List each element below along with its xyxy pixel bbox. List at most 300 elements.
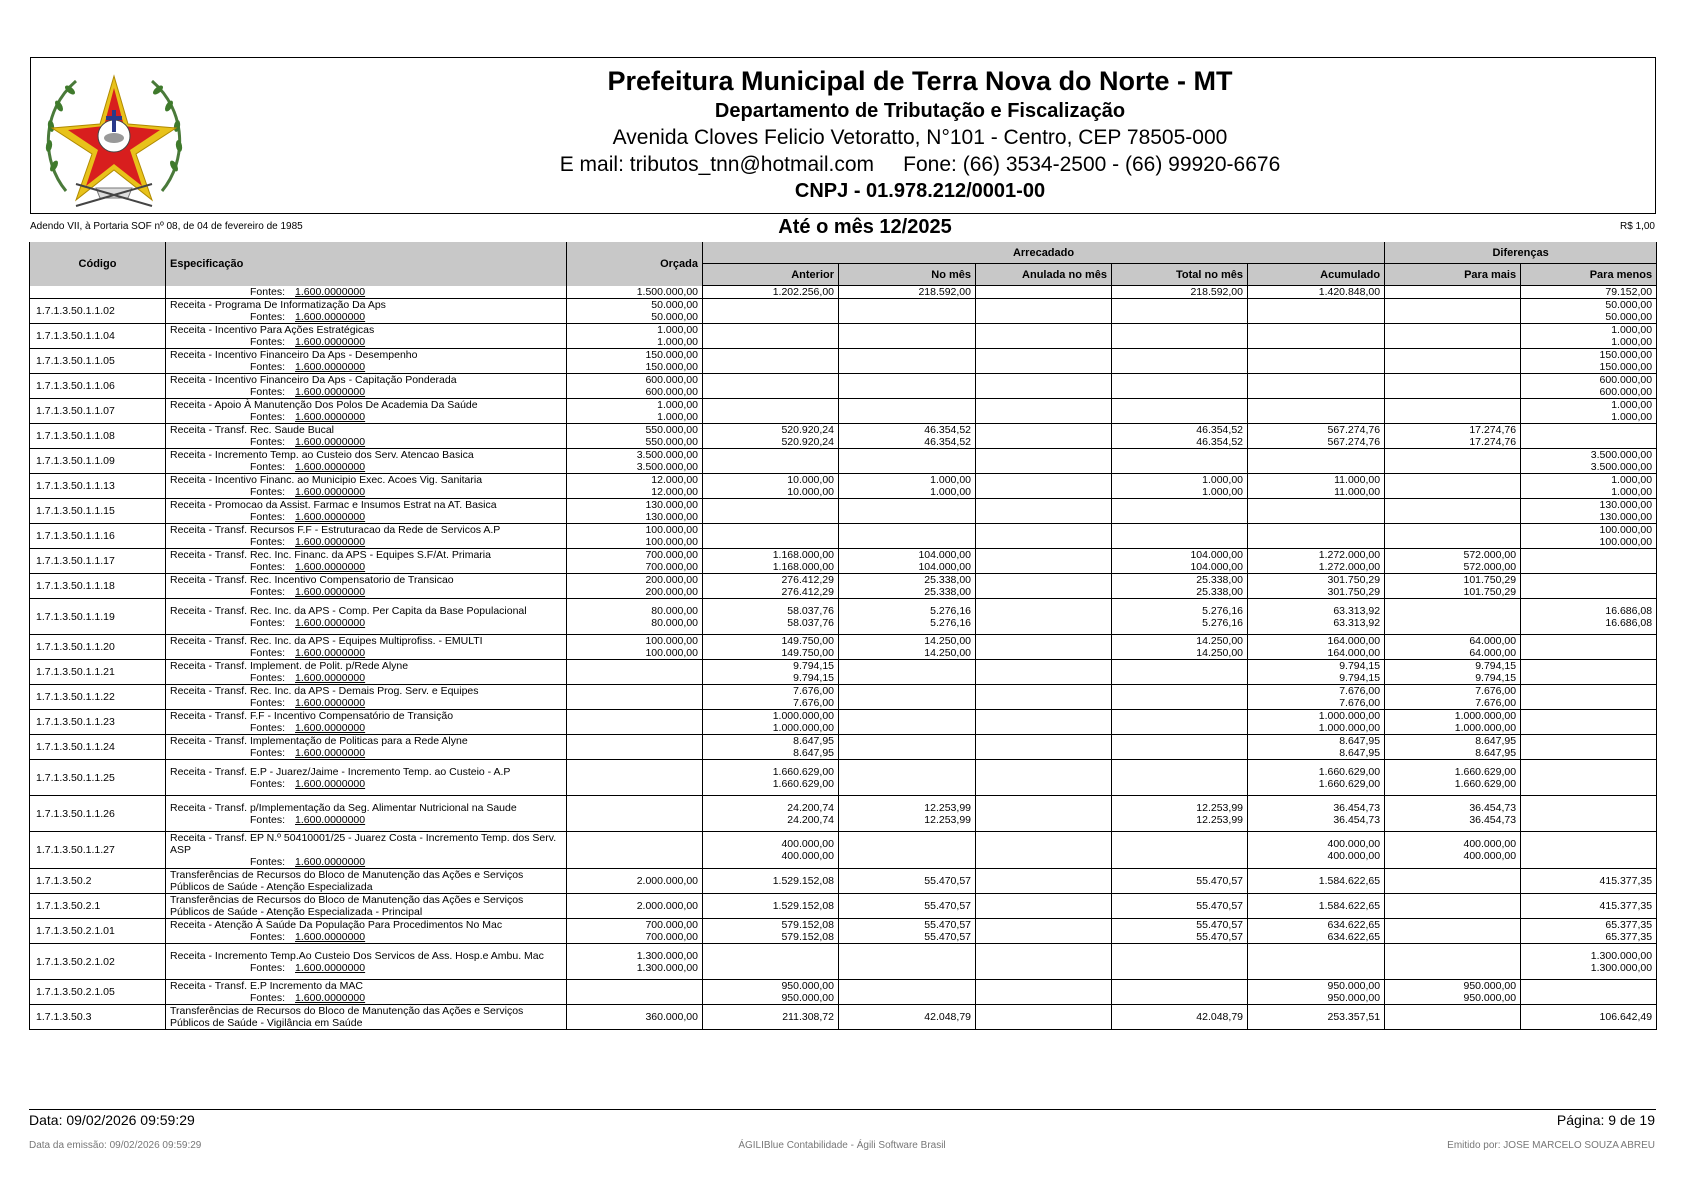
cell-anulada bbox=[976, 760, 1112, 796]
cell-orcada: 700.000,00 700.000,00 bbox=[567, 549, 703, 574]
row-description: Receita - Transf. Rec. Inc. da APS - Equipes Multiprofiss. - EMULTI bbox=[170, 635, 483, 647]
cell-para-menos: 600.000,00 600.000,00 bbox=[1521, 374, 1657, 399]
cell-total-no-mes bbox=[1112, 760, 1248, 796]
cell-total-no-mes bbox=[1112, 399, 1248, 424]
row-description: Receita - Incentivo Financ. ao Municipio Exec. Acoes Vig. Sanitaria bbox=[170, 474, 483, 486]
cell-especificacao bbox=[166, 685, 567, 710]
cell-no-mes: 14.250,00 14.250,00 bbox=[839, 635, 976, 660]
page-title: Prefeitura Municipal de Terra Nova do Norte - MT bbox=[607, 66, 1233, 96]
footer-divider bbox=[29, 1109, 1656, 1110]
cell-acumulado: 400.000,00 400.000,00 bbox=[1248, 832, 1385, 869]
cell-especificacao bbox=[166, 599, 567, 635]
cell-total-no-mes bbox=[1112, 499, 1248, 524]
cell-codigo: 1.7.1.3.50.1.1.26 bbox=[30, 796, 166, 832]
cell-para-mais bbox=[1385, 499, 1521, 524]
cell-no-mes bbox=[839, 944, 976, 980]
cell-anulada bbox=[976, 499, 1112, 524]
cell-especificacao bbox=[166, 660, 567, 685]
cell-codigo: 1.7.1.3.50.1.1.13 bbox=[30, 474, 166, 499]
cell-acumulado: 950.000,00 950.000,00 bbox=[1248, 980, 1385, 1005]
cell-no-mes bbox=[839, 660, 976, 685]
row-description: Receita - Transf. Rec. Inc. Financ. da APS - Equipes S.F/At. Primaria bbox=[170, 549, 491, 561]
cell-especificacao bbox=[166, 869, 567, 894]
col-para-mais: Para mais bbox=[1385, 264, 1521, 286]
fontes-line: Fontes: 1.600.0000000 bbox=[250, 961, 366, 974]
cell-especificacao bbox=[166, 399, 567, 424]
cell-total-no-mes: 46.354,52 46.354,52 bbox=[1112, 424, 1248, 449]
cell-total-no-mes bbox=[1112, 299, 1248, 324]
cell-para-mais: 8.647,95 8.647,95 bbox=[1385, 735, 1521, 760]
cell-para-menos bbox=[1521, 980, 1657, 1005]
fontes-line: Fontes: 1.600.0000000 bbox=[250, 461, 366, 473]
cell-orcada: 100.000,00 100.000,00 bbox=[567, 635, 703, 660]
cell-anulada bbox=[976, 299, 1112, 324]
cell-para-mais: 1.660.629,00 1.660.629,00 bbox=[1385, 760, 1521, 796]
table-row bbox=[30, 286, 1657, 299]
cell-para-mais: 36.454,73 36.454,73 bbox=[1385, 796, 1521, 832]
cell-orcada: 50.000,00 50.000,00 bbox=[567, 299, 703, 324]
table-row bbox=[30, 796, 1657, 832]
cell-codigo: 1.7.1.3.50.1.1.15 bbox=[30, 499, 166, 524]
cell-no-mes: 42.048,79 bbox=[839, 1005, 976, 1030]
fontes-line: Fontes: 1.600.0000000 bbox=[250, 647, 366, 659]
cell-para-mais: 17.274,76 17.274,76 bbox=[1385, 424, 1521, 449]
cell-acumulado bbox=[1248, 449, 1385, 474]
cell-acumulado bbox=[1248, 299, 1385, 324]
cell-para-menos bbox=[1521, 735, 1657, 760]
cell-codigo: 1.7.1.3.50.1.1.18 bbox=[30, 574, 166, 599]
cell-orcada: 700.000,00 700.000,00 bbox=[567, 919, 703, 944]
fontes-line: Fontes: 1.600.0000000 bbox=[250, 561, 366, 573]
table-row bbox=[30, 1005, 1657, 1030]
fontes-line: Fontes: 1.600.0000000 bbox=[250, 336, 366, 348]
cell-anterior: 1.168.000,00 1.168.000,00 bbox=[703, 549, 839, 574]
fontes-line: Fontes: 1.600.0000000 bbox=[250, 777, 366, 790]
cell-total-no-mes: 42.048,79 bbox=[1112, 1005, 1248, 1030]
cell-orcada: 1.000,00 1.000,00 bbox=[567, 399, 703, 424]
cell-no-mes bbox=[839, 685, 976, 710]
row-description: Receita - Incentivo Financeiro Da Aps - Capitação Ponderada bbox=[170, 374, 457, 386]
cell-orcada bbox=[567, 735, 703, 760]
cell-codigo: 1.7.1.3.50.1.1.06 bbox=[30, 374, 166, 399]
table-row bbox=[30, 660, 1657, 685]
cell-orcada: 130.000,00 130.000,00 bbox=[567, 499, 703, 524]
cell-acumulado bbox=[1248, 399, 1385, 424]
cell-para-menos bbox=[1521, 832, 1657, 869]
cell-especificacao bbox=[166, 524, 567, 549]
issued-by: Emitido por: JOSE MARCELO SOUZA ABREU bbox=[1447, 1140, 1655, 1151]
cell-especificacao bbox=[166, 474, 567, 499]
col-para-menos: Para menos bbox=[1521, 264, 1657, 286]
cell-anterior: 1.000.000,00 1.000.000,00 bbox=[703, 710, 839, 735]
cell-para-mais: 950.000,00 950.000,00 bbox=[1385, 980, 1521, 1005]
cell-anterior: 276.412,29 276.412,29 bbox=[703, 574, 839, 599]
col-acumulado: Acumulado bbox=[1248, 264, 1385, 286]
row-description: Receita - Incremento Temp.Ao Custeio Dos Servicos de Ass. Hosp.e Ambu. Mac bbox=[170, 949, 544, 962]
cell-acumulado: 1.420.848,00 bbox=[1248, 286, 1385, 299]
col-group-diferencas: Diferenças bbox=[1385, 242, 1657, 264]
cell-anulada bbox=[976, 685, 1112, 710]
row-description: Receita - Transf. E.P Incremento da MAC bbox=[170, 980, 363, 992]
cell-especificacao bbox=[166, 499, 567, 524]
address-line: Avenida Cloves Felicio Vetoratto, N°101 - Centro, CEP 78505-000 bbox=[612, 126, 1228, 149]
cell-anulada bbox=[976, 869, 1112, 894]
table-row bbox=[30, 919, 1657, 944]
cell-orcada: 600.000,00 600.000,00 bbox=[567, 374, 703, 399]
fontes-line: Fontes: 1.600.0000000 bbox=[250, 616, 366, 629]
cell-anulada bbox=[976, 599, 1112, 635]
col-especificacao: Especificação bbox=[166, 242, 567, 286]
cell-codigo: 1.7.1.3.50.1.1.25 bbox=[30, 760, 166, 796]
cell-especificacao bbox=[166, 286, 567, 299]
cell-especificacao bbox=[166, 349, 567, 374]
row-description: Receita - Transf. Rec. Saude Bucal bbox=[170, 424, 334, 436]
cell-especificacao bbox=[166, 735, 567, 760]
cell-orcada bbox=[567, 980, 703, 1005]
cell-no-mes: 25.338,00 25.338,00 bbox=[839, 574, 976, 599]
cell-para-menos bbox=[1521, 635, 1657, 660]
cell-para-mais bbox=[1385, 1005, 1521, 1030]
row-description: Receita - Transf. Recursos F.F - Estruturacao da Rede de Servicos A.P bbox=[170, 524, 501, 536]
cell-para-mais bbox=[1385, 324, 1521, 349]
cell-acumulado: 9.794,15 9.794,15 bbox=[1248, 660, 1385, 685]
cell-orcada: 80.000,00 80.000,00 bbox=[567, 599, 703, 635]
cell-codigo: 1.7.1.3.50.1.1.16 bbox=[30, 524, 166, 549]
fontes-line: Fontes: 1.600.0000000 bbox=[250, 436, 366, 448]
cell-codigo: 1.7.1.3.50.1.1.21 bbox=[30, 660, 166, 685]
table-row bbox=[30, 735, 1657, 760]
cell-acumulado bbox=[1248, 944, 1385, 980]
row-description: Receita - Transf. Rec. Inc. da APS - Demais Prog. Serv. e Equipes bbox=[170, 685, 479, 697]
cell-no-mes bbox=[839, 374, 976, 399]
cell-total-no-mes bbox=[1112, 685, 1248, 710]
cell-para-mais: 101.750,29 101.750,29 bbox=[1385, 574, 1521, 599]
col-group-arrecadado: Arrecadado bbox=[703, 242, 1385, 264]
row-description: Transferências de Recursos do Bloco de Manutenção das Ações e Serviços Públicos de Saúde - Atenção Especializada - Principal bbox=[170, 894, 524, 918]
cell-anulada bbox=[976, 735, 1112, 760]
cell-total-no-mes bbox=[1112, 710, 1248, 735]
cell-orcada: 12.000,00 12.000,00 bbox=[567, 474, 703, 499]
cell-para-mais bbox=[1385, 349, 1521, 374]
cell-total-no-mes: 5.276,16 5.276,16 bbox=[1112, 599, 1248, 635]
table-row bbox=[30, 710, 1657, 735]
table-row bbox=[30, 635, 1657, 660]
cell-no-mes bbox=[839, 760, 976, 796]
cell-anulada bbox=[976, 474, 1112, 499]
cell-para-menos bbox=[1521, 796, 1657, 832]
cell-para-menos: 16.686,08 16.686,08 bbox=[1521, 599, 1657, 635]
fontes-line: Fontes: 1.600.0000000 bbox=[250, 361, 366, 373]
cell-no-mes: 55.470,57 bbox=[839, 894, 976, 919]
cell-no-mes bbox=[839, 524, 976, 549]
cell-orcada bbox=[567, 685, 703, 710]
row-description: Receita - Apoio À Manutenção Dos Polos De Academia Da Saúde bbox=[170, 399, 478, 411]
row-description: Receita - Transf. Rec. Incentivo Compensatorio de Transicao bbox=[170, 574, 454, 586]
cell-anulada bbox=[976, 574, 1112, 599]
cell-anulada bbox=[976, 399, 1112, 424]
cell-anterior: 9.794,15 9.794,15 bbox=[703, 660, 839, 685]
cell-especificacao bbox=[166, 574, 567, 599]
cell-acumulado: 634.622,65 634.622,65 bbox=[1248, 919, 1385, 944]
software-credit: ÁGILIBlue Contabilidade - Ágili Software Brasil bbox=[738, 1140, 946, 1151]
table-row bbox=[30, 424, 1657, 449]
cell-total-no-mes bbox=[1112, 349, 1248, 374]
cell-orcada bbox=[567, 832, 703, 869]
cell-especificacao bbox=[166, 449, 567, 474]
cell-para-menos: 65.377,35 65.377,35 bbox=[1521, 919, 1657, 944]
cell-total-no-mes bbox=[1112, 980, 1248, 1005]
cell-codigo: 1.7.1.3.50.1.1.02 bbox=[30, 299, 166, 324]
row-description: Receita - Promocao da Assist. Farmac e Insumos Estrat na AT. Basica bbox=[170, 499, 497, 511]
cell-acumulado: 567.274,76 567.274,76 bbox=[1248, 424, 1385, 449]
cell-especificacao bbox=[166, 710, 567, 735]
table-row bbox=[30, 349, 1657, 374]
cell-anulada bbox=[976, 894, 1112, 919]
row-description: Receita - Incremento Temp. ao Custeio dos Serv. Atencao Basica bbox=[170, 449, 474, 461]
row-description: Receita - Transf. F.F - Incentivo Compensatório de Transição bbox=[170, 710, 454, 722]
row-description: Receita - Atenção À Saúde Da População Para Procedimentos No Mac bbox=[170, 919, 503, 931]
table-row bbox=[30, 524, 1657, 549]
cell-anterior: 1.202.256,00 bbox=[703, 286, 839, 299]
cell-para-menos: 150.000,00 150.000,00 bbox=[1521, 349, 1657, 374]
fontes-line: Fontes: 1.600.0000000 bbox=[250, 747, 366, 759]
row-description: Receita - Transf. p/Implementação da Seg. Alimentar Nutricional na Saude bbox=[170, 801, 517, 814]
cell-codigo: 1.7.1.3.50.1.1.19 bbox=[30, 599, 166, 635]
cell-orcada: 1.300.000,00 1.300.000,00 bbox=[567, 944, 703, 980]
cell-codigo: 1.7.1.3.50.1.1.09 bbox=[30, 449, 166, 474]
table-row bbox=[30, 869, 1657, 894]
cell-acumulado: 7.676,00 7.676,00 bbox=[1248, 685, 1385, 710]
table-row bbox=[30, 549, 1657, 574]
cell-para-mais: 7.676,00 7.676,00 bbox=[1385, 685, 1521, 710]
cell-no-mes: 104.000,00 104.000,00 bbox=[839, 549, 976, 574]
row-description: Receita - Transf. Rec. Inc. da APS - Comp. Per Capita da Base Populacional bbox=[170, 604, 527, 617]
fontes-line: Fontes: 1.600.0000000 bbox=[250, 536, 366, 548]
cell-anulada bbox=[976, 710, 1112, 735]
cell-codigo: 1.7.1.3.50.2.1.01 bbox=[30, 919, 166, 944]
cell-acumulado: 1.000.000,00 1.000.000,00 bbox=[1248, 710, 1385, 735]
table-row bbox=[30, 760, 1657, 796]
cell-anulada bbox=[976, 660, 1112, 685]
cell-para-menos bbox=[1521, 660, 1657, 685]
cell-para-menos: 1.000,00 1.000,00 bbox=[1521, 399, 1657, 424]
fontes-line: Fontes: 1.600.0000000 bbox=[250, 992, 366, 1004]
cell-para-menos bbox=[1521, 549, 1657, 574]
cell-no-mes bbox=[839, 349, 976, 374]
cell-codigo: 1.7.1.3.50.1.1.04 bbox=[30, 324, 166, 349]
fontes-line: Fontes: 1.600.0000000 bbox=[250, 586, 366, 598]
cell-para-mais: 9.794,15 9.794,15 bbox=[1385, 660, 1521, 685]
cell-anterior bbox=[703, 524, 839, 549]
cell-anterior bbox=[703, 374, 839, 399]
cell-para-mais: 1.000.000,00 1.000.000,00 bbox=[1385, 710, 1521, 735]
cell-total-no-mes: 104.000,00 104.000,00 bbox=[1112, 549, 1248, 574]
cell-para-menos: 415.377,35 bbox=[1521, 869, 1657, 894]
cell-anterior: 579.152,08 579.152,08 bbox=[703, 919, 839, 944]
cell-para-menos bbox=[1521, 710, 1657, 735]
cell-anterior: 950.000,00 950.000,00 bbox=[703, 980, 839, 1005]
fontes-line: Fontes: 1.600.0000000 bbox=[250, 386, 366, 398]
cell-anulada bbox=[976, 449, 1112, 474]
cell-especificacao bbox=[166, 549, 567, 574]
cell-orcada: 2.000.000,00 bbox=[567, 894, 703, 919]
fontes-line: Fontes: 1.600.0000000 bbox=[250, 285, 366, 298]
cell-para-mais bbox=[1385, 286, 1521, 299]
cell-no-mes bbox=[839, 399, 976, 424]
cell-total-no-mes bbox=[1112, 374, 1248, 399]
cell-anterior bbox=[703, 449, 839, 474]
cell-especificacao bbox=[166, 919, 567, 944]
cell-total-no-mes bbox=[1112, 660, 1248, 685]
table-body bbox=[30, 286, 1657, 1030]
cell-especificacao bbox=[166, 832, 567, 869]
cell-anterior bbox=[703, 944, 839, 980]
cell-anterior: 7.676,00 7.676,00 bbox=[703, 685, 839, 710]
col-orcada: Orçada bbox=[567, 242, 703, 286]
table-row bbox=[30, 299, 1657, 324]
cell-no-mes: 1.000,00 1.000,00 bbox=[839, 474, 976, 499]
cell-orcada: 2.000.000,00 bbox=[567, 869, 703, 894]
cell-orcada: 360.000,00 bbox=[567, 1005, 703, 1030]
cell-no-mes bbox=[839, 980, 976, 1005]
cell-para-menos: 79.152,00 bbox=[1521, 286, 1657, 299]
cell-anterior: 211.308,72 bbox=[703, 1005, 839, 1030]
cell-anterior bbox=[703, 399, 839, 424]
cell-total-no-mes bbox=[1112, 449, 1248, 474]
cell-anterior: 1.529.152,08 bbox=[703, 869, 839, 894]
cell-total-no-mes bbox=[1112, 735, 1248, 760]
cell-para-mais bbox=[1385, 449, 1521, 474]
cell-acumulado: 301.750,29 301.750,29 bbox=[1248, 574, 1385, 599]
cell-acumulado: 11.000,00 11.000,00 bbox=[1248, 474, 1385, 499]
cell-total-no-mes: 1.000,00 1.000,00 bbox=[1112, 474, 1248, 499]
cell-acumulado: 164.000,00 164.000,00 bbox=[1248, 635, 1385, 660]
cell-anterior: 24.200,74 24.200,74 bbox=[703, 796, 839, 832]
cell-para-menos: 130.000,00 130.000,00 bbox=[1521, 499, 1657, 524]
cell-para-menos: 1.000,00 1.000,00 bbox=[1521, 324, 1657, 349]
cell-anulada bbox=[976, 635, 1112, 660]
municipal-seal-logo bbox=[36, 66, 192, 212]
cell-anterior: 149.750,00 149.750,00 bbox=[703, 635, 839, 660]
legal-reference: Adendo VII, à Portaria SOF nº 08, de 04 de fevereiro de 1985 bbox=[30, 221, 303, 232]
cell-anulada bbox=[976, 549, 1112, 574]
cell-codigo: 1.7.1.3.50.1.1.05 bbox=[30, 349, 166, 374]
col-codigo: Código bbox=[30, 242, 166, 286]
cell-para-menos bbox=[1521, 424, 1657, 449]
cell-especificacao bbox=[166, 760, 567, 796]
footer-date: Data: 09/02/2026 09:59:29 bbox=[29, 1112, 195, 1128]
cell-acumulado: 63.313,92 63.313,92 bbox=[1248, 599, 1385, 635]
revenue-table bbox=[29, 242, 1657, 1030]
cell-no-mes bbox=[839, 710, 976, 735]
row-description: Receita - Incentivo Financeiro Da Aps - Desempenho bbox=[170, 349, 418, 361]
fontes-line: Fontes: 1.600.0000000 bbox=[250, 672, 366, 684]
cell-no-mes: 5.276,16 5.276,16 bbox=[839, 599, 976, 635]
table-row bbox=[30, 399, 1657, 424]
cell-codigo: 1.7.1.3.50.1.1.23 bbox=[30, 710, 166, 735]
col-no-mes: No mês bbox=[839, 264, 976, 286]
cell-codigo: 1.7.1.3.50.1.1.07 bbox=[30, 399, 166, 424]
cell-especificacao bbox=[166, 299, 567, 324]
table-row bbox=[30, 324, 1657, 349]
cell-total-no-mes bbox=[1112, 324, 1248, 349]
cell-para-menos: 1.000,00 1.000,00 bbox=[1521, 474, 1657, 499]
fontes-line: Fontes: 1.600.0000000 bbox=[250, 411, 366, 423]
cell-para-menos bbox=[1521, 685, 1657, 710]
cell-no-mes: 55.470,57 55.470,57 bbox=[839, 919, 976, 944]
cell-anulada bbox=[976, 1005, 1112, 1030]
page-number: Página: 9 de 19 bbox=[1556, 1112, 1655, 1128]
cell-para-menos: 100.000,00 100.000,00 bbox=[1521, 524, 1657, 549]
cell-para-menos bbox=[1521, 760, 1657, 796]
cell-anulada bbox=[976, 286, 1112, 299]
cell-anulada bbox=[976, 424, 1112, 449]
cell-no-mes: 12.253,99 12.253,99 bbox=[839, 796, 976, 832]
fontes-line: Fontes: 1.600.0000000 bbox=[250, 511, 366, 523]
cell-anulada bbox=[976, 919, 1112, 944]
cell-no-mes bbox=[839, 299, 976, 324]
cell-para-mais bbox=[1385, 299, 1521, 324]
table-row bbox=[30, 599, 1657, 635]
cell-para-mais bbox=[1385, 944, 1521, 980]
cell-total-no-mes: 218.592,00 bbox=[1112, 286, 1248, 299]
cell-anulada bbox=[976, 524, 1112, 549]
cell-anterior: 8.647,95 8.647,95 bbox=[703, 735, 839, 760]
cell-codigo: 1.7.1.3.50.2.1.02 bbox=[30, 944, 166, 980]
cell-anulada bbox=[976, 796, 1112, 832]
cnpj-line: CNPJ - 01.978.212/0001-00 bbox=[794, 180, 1046, 202]
cell-no-mes: 218.592,00 bbox=[839, 286, 976, 299]
cell-acumulado: 36.454,73 36.454,73 bbox=[1248, 796, 1385, 832]
cell-codigo: 1.7.1.3.50.2.1.05 bbox=[30, 980, 166, 1005]
cell-acumulado: 1.660.629,00 1.660.629,00 bbox=[1248, 760, 1385, 796]
header-text bbox=[400, 64, 1440, 205]
cell-para-mais bbox=[1385, 919, 1521, 944]
cell-especificacao bbox=[166, 980, 567, 1005]
fontes-line: Fontes: 1.600.0000000 bbox=[250, 697, 366, 709]
cell-anulada bbox=[976, 349, 1112, 374]
row-description: Transferências de Recursos do Bloco de Manutenção das Ações e Serviços Públicos de Saúde - Atenção Especializada bbox=[170, 869, 524, 893]
cell-anterior bbox=[703, 324, 839, 349]
cell-para-menos: 3.500.000,00 3.500.000,00 bbox=[1521, 449, 1657, 474]
cell-anterior: 400.000,00 400.000,00 bbox=[703, 832, 839, 869]
table-row bbox=[30, 980, 1657, 1005]
cell-anterior: 58.037,76 58.037,76 bbox=[703, 599, 839, 635]
cell-anulada bbox=[976, 980, 1112, 1005]
cell-anterior: 1.529.152,08 bbox=[703, 894, 839, 919]
cell-orcada bbox=[567, 796, 703, 832]
cell-orcada bbox=[567, 760, 703, 796]
table-row bbox=[30, 499, 1657, 524]
cell-no-mes: 55.470,57 bbox=[839, 869, 976, 894]
cell-codigo: 1.7.1.3.50.2 bbox=[30, 869, 166, 894]
cell-acumulado: 1.584.622,65 bbox=[1248, 869, 1385, 894]
cell-para-menos bbox=[1521, 574, 1657, 599]
cell-total-no-mes bbox=[1112, 832, 1248, 869]
cell-no-mes bbox=[839, 832, 976, 869]
cell-anterior: 10.000,00 10.000,00 bbox=[703, 474, 839, 499]
col-anulada: Anulada no mês bbox=[976, 264, 1112, 286]
cell-total-no-mes bbox=[1112, 524, 1248, 549]
cell-para-menos: 50.000,00 50.000,00 bbox=[1521, 299, 1657, 324]
row-description: Receita - Transf. EP N.º 50410001/25 - Juarez Costa - Incremento Temp. dos Serv. ASP bbox=[170, 832, 557, 856]
row-description: Receita - Transf. Implementação de Politicas para a Rede Alyne bbox=[170, 735, 468, 747]
table-row bbox=[30, 894, 1657, 919]
table-row bbox=[30, 374, 1657, 399]
cell-codigo: 1.7.1.3.50.1.1.22 bbox=[30, 685, 166, 710]
cell-para-mais bbox=[1385, 399, 1521, 424]
period-title: Até o mês 12/2025 bbox=[778, 216, 952, 238]
